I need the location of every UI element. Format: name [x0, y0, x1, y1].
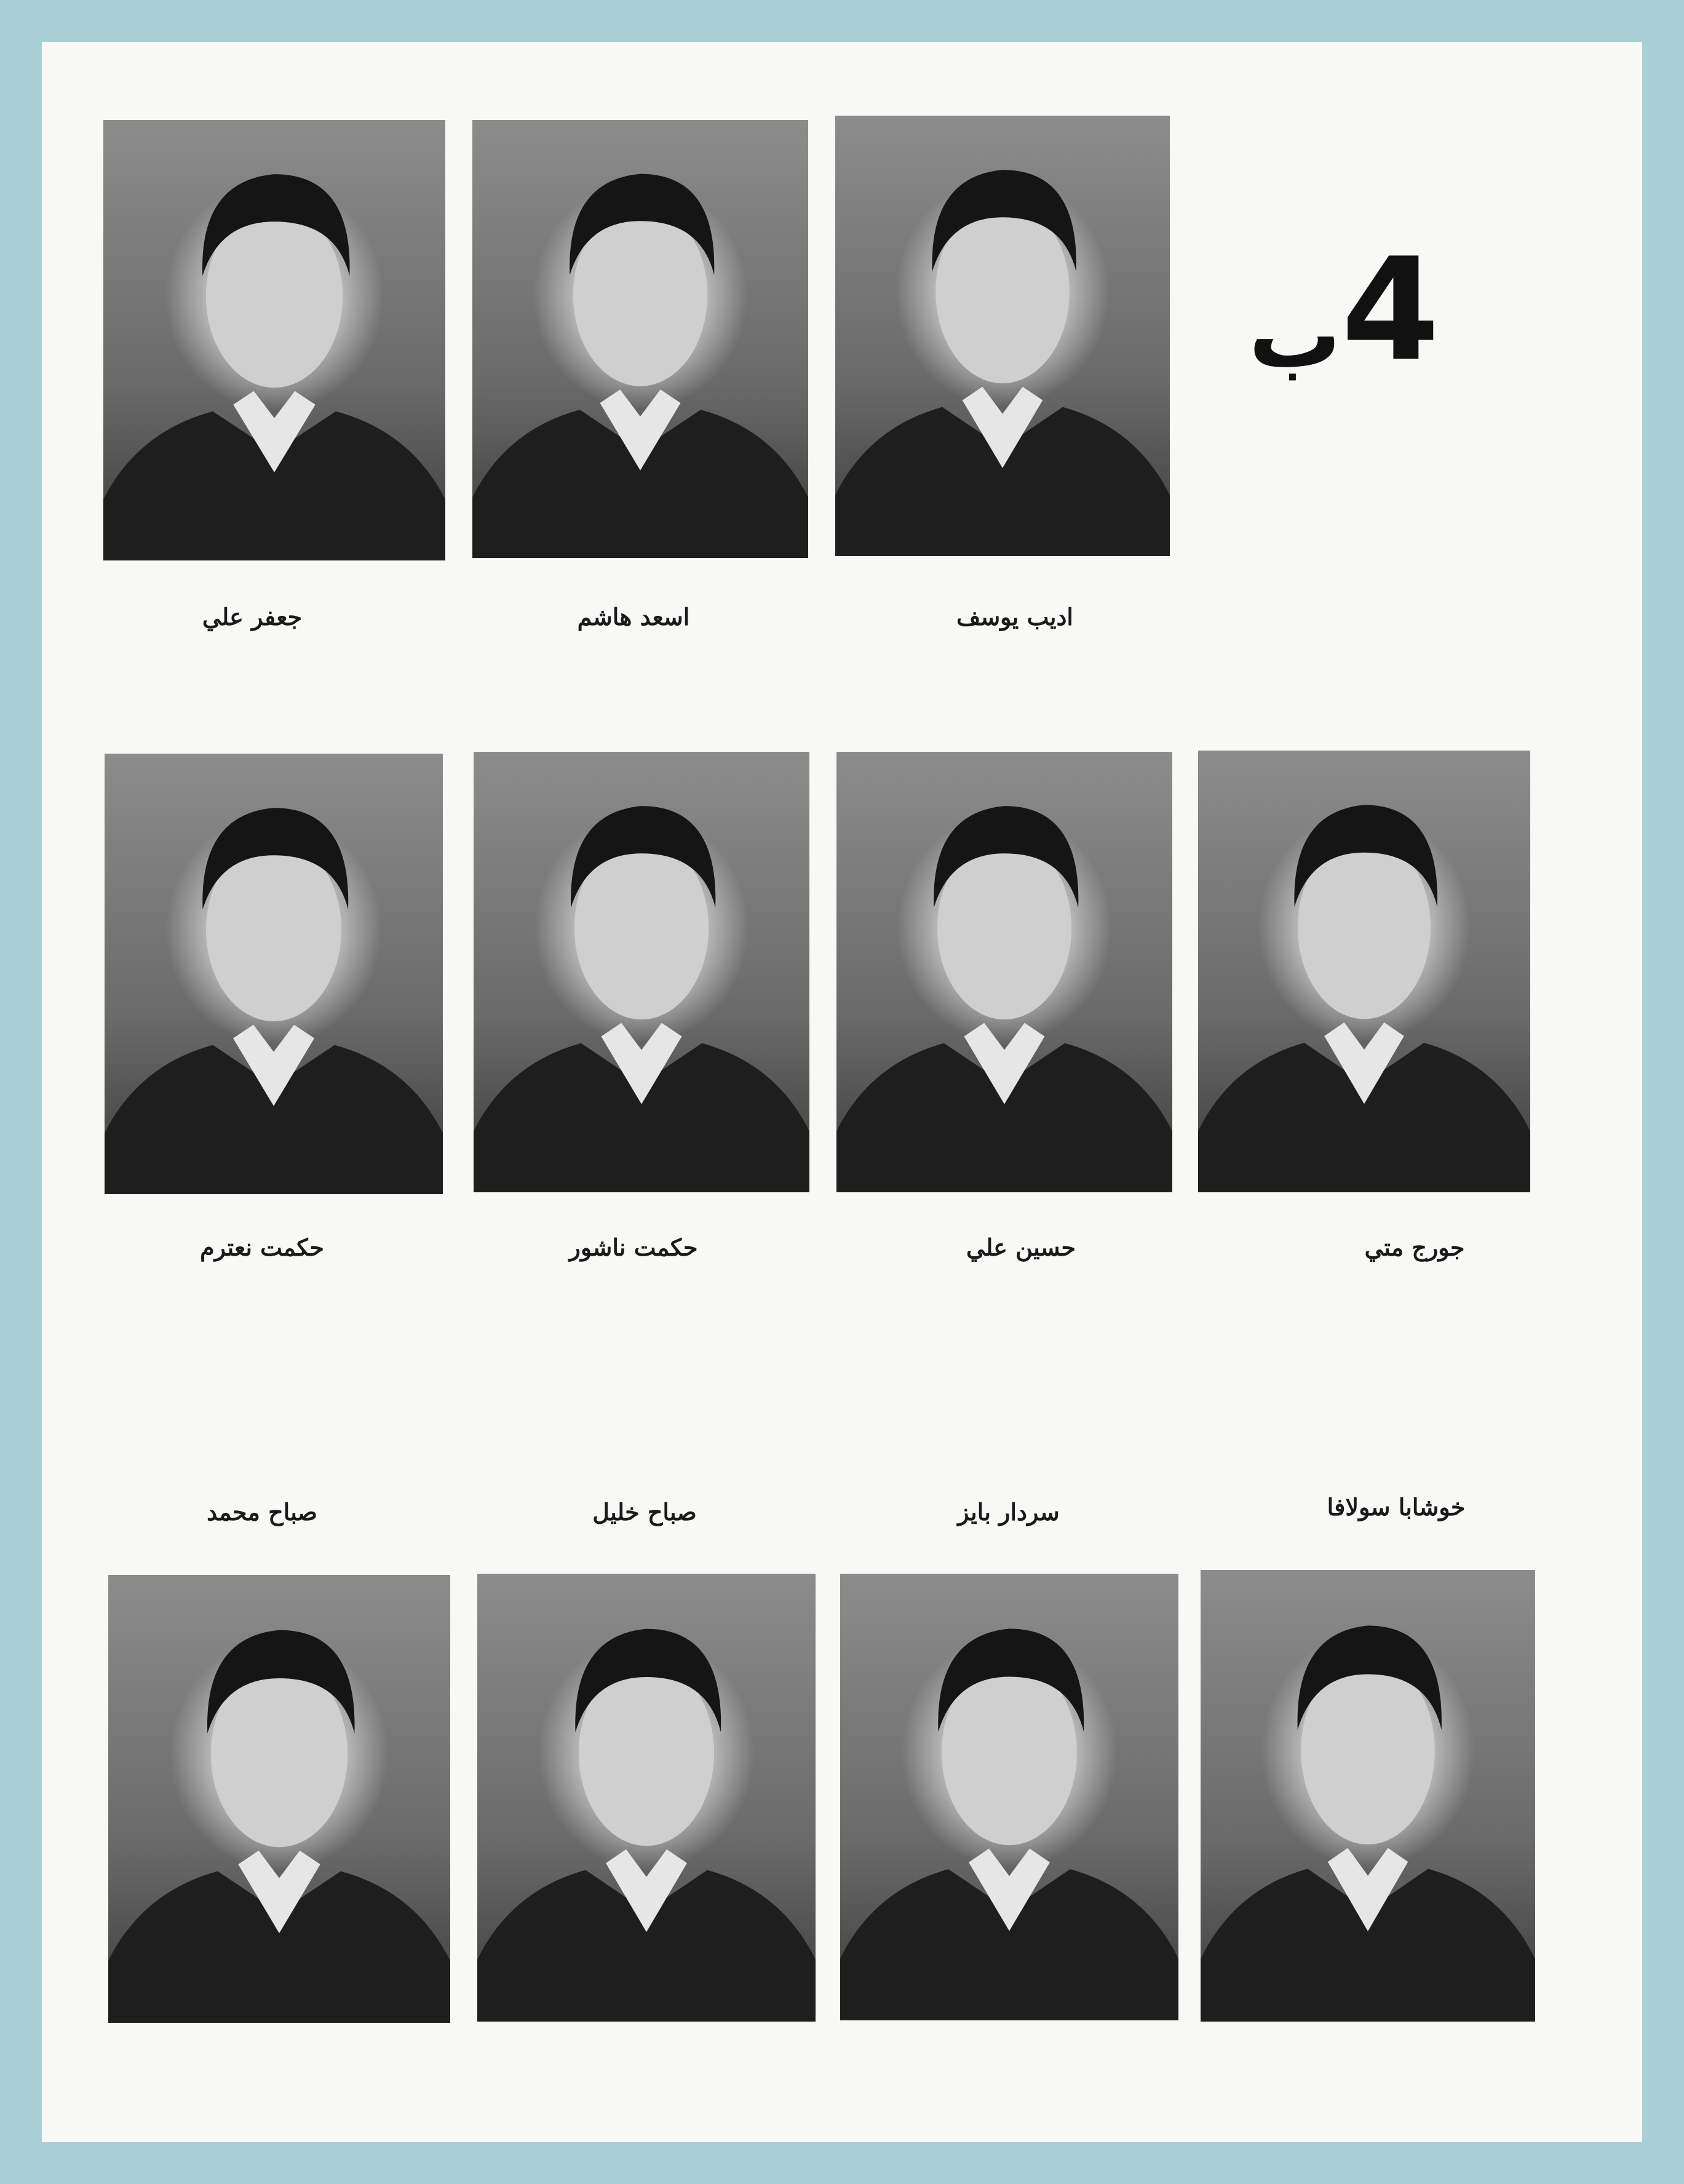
portrait-caption: خوشابا سولافا	[1327, 1493, 1466, 1521]
portrait-silhouette	[836, 752, 1172, 1192]
class-letter: ب	[1249, 282, 1341, 389]
portrait-caption: حسين علي	[966, 1233, 1076, 1261]
portrait-caption: صباح خليل	[592, 1498, 697, 1526]
class-label	[1249, 228, 1440, 393]
portrait-silhouette	[1201, 1570, 1535, 2022]
portrait-silhouette	[472, 120, 808, 558]
portrait-silhouette	[103, 120, 445, 560]
portrait-photo	[840, 1574, 1178, 2020]
portrait-photo	[103, 120, 445, 560]
portrait-caption: حكمت نعترم	[200, 1233, 324, 1261]
portrait-silhouette	[108, 1575, 450, 2023]
portrait-caption: جعفر علي	[202, 603, 303, 631]
portrait-photo	[477, 1574, 816, 2022]
portrait-silhouette	[477, 1574, 816, 2022]
portrait-photo	[474, 752, 809, 1192]
portrait-photo	[108, 1575, 450, 2023]
portrait-silhouette	[1198, 751, 1530, 1192]
portrait-caption: سردار بايز	[958, 1498, 1060, 1526]
portrait-caption: حكمت ناشور	[569, 1233, 698, 1261]
portrait-photo	[472, 120, 808, 558]
portrait-caption: صباح محمد	[207, 1498, 317, 1526]
portrait-silhouette	[835, 116, 1170, 556]
portrait-photo	[105, 754, 443, 1194]
portrait-photo	[836, 752, 1172, 1192]
portrait-caption: جورج متي	[1364, 1233, 1465, 1261]
portrait-silhouette	[840, 1574, 1178, 2020]
portrait-caption: اديب يوسف	[956, 603, 1073, 631]
portrait-photo	[835, 116, 1170, 556]
portrait-photo	[1201, 1570, 1535, 2022]
portrait-silhouette	[105, 754, 443, 1194]
class-number: 4	[1341, 228, 1440, 393]
portrait-silhouette	[474, 752, 809, 1192]
portrait-photo	[1198, 751, 1530, 1192]
portrait-caption: اسعد هاشم	[577, 603, 690, 631]
